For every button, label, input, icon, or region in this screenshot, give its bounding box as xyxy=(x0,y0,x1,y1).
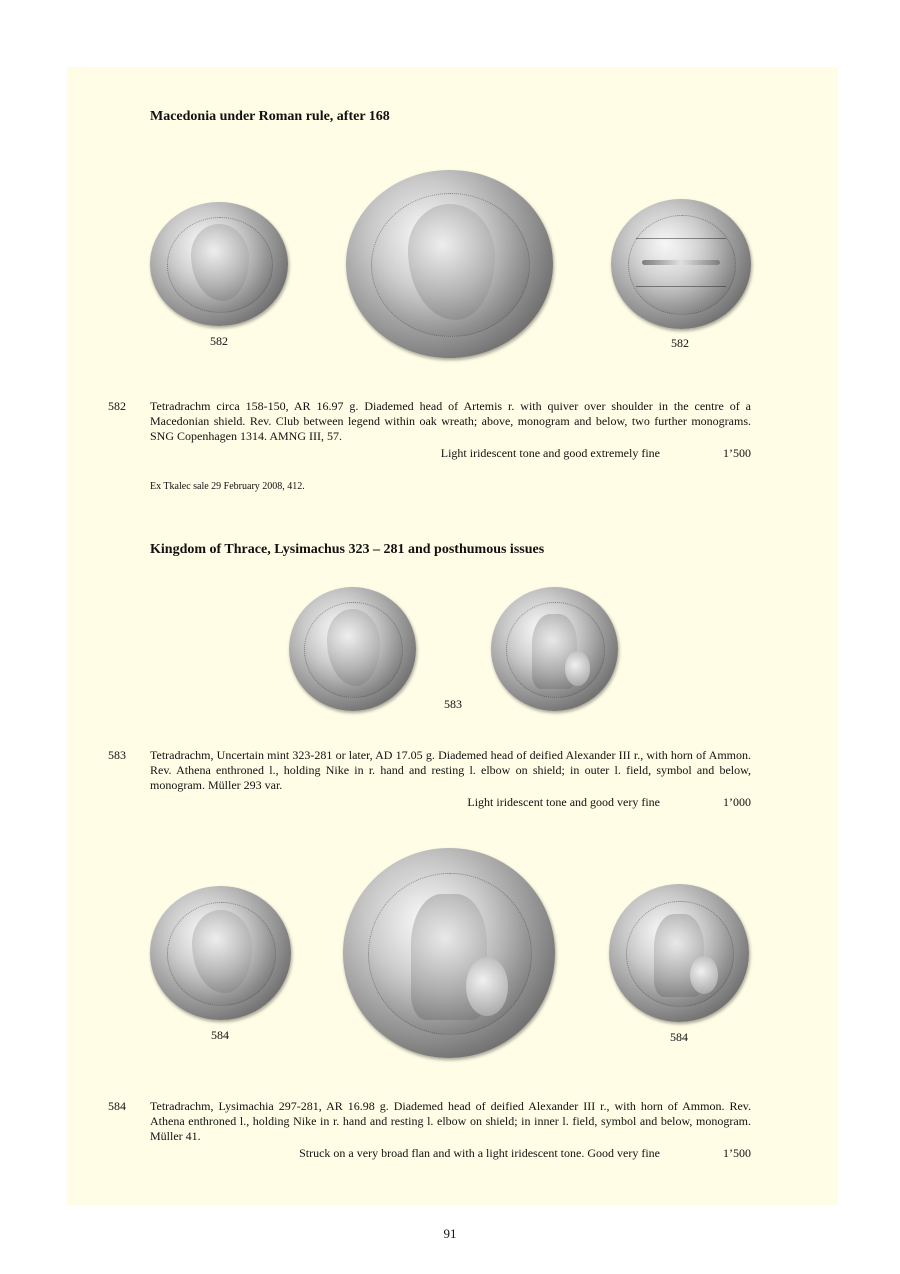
coin-582-reverse-image xyxy=(611,199,751,329)
coin-583-reverse-image xyxy=(491,587,618,711)
image-label-584-obverse: 584 xyxy=(211,1028,229,1042)
lot-estimate-583: 1’000 xyxy=(723,795,751,809)
coin-583-obverse-image xyxy=(289,587,416,711)
section-heading-macedonia: Macedonia under Roman rule, after 168 xyxy=(150,109,390,124)
image-label-582-reverse: 582 xyxy=(671,336,689,350)
lot-description-584: Tetradrachm, Lysimachia 297-281, AR 16.98 g. Diademed head of deified Alexander III r., with horn of Ammon. Rev. Athena enthroned l., holding Nike in r. hand and resting l. elbow on shield; in inner l. field, symbol and below, monogram. Müller 41. xyxy=(150,1099,751,1143)
coin-584-obverse-image xyxy=(150,886,291,1020)
lot-grade-584: Struck on a very broad flan and with a light iridescent tone. Good very fine xyxy=(299,1146,660,1160)
coin-582-obverse-small-image xyxy=(150,202,288,326)
lot-number-583: 583 xyxy=(108,748,126,762)
lot-description-582: Tetradrachm circa 158-150, AR 16.97 g. Diademed head of Artemis r. with quiver over shoulder in the centre of a Macedonian shield. Rev. Club between legend within oak wreath; above, monogram and below, two further monograms. SNG Copenhagen 1314. AMNG III, 57. xyxy=(150,399,751,443)
image-label-583: 583 xyxy=(444,697,462,711)
section-heading-thrace: Kingdom of Thrace, Lysimachus 323 – 281 and posthumous issues xyxy=(150,542,545,557)
lot-description-583: Tetradrachm, Uncertain mint 323-281 or later, AD 17.05 g. Diademed head of deified Alexander III r., with horn of Ammon. Rev. Athena enthroned l., holding Nike in r. hand and resting l. elbow on shield; in outer l. field, symbol and below, monogram. Müller 293 var. xyxy=(150,748,751,792)
lot-number-582: 582 xyxy=(108,399,126,413)
lot-grade-582: Light iridescent tone and good extremely fine xyxy=(440,446,660,460)
lot-number-584: 584 xyxy=(108,1099,126,1113)
coin-582-obverse-enlarged-image xyxy=(346,170,553,358)
lot-estimate-582: 1’500 xyxy=(723,446,751,460)
lot-provenance-582: Ex Tkalec sale 29 February 2008, 412. xyxy=(150,481,305,492)
image-label-584-reverse: 584 xyxy=(670,1030,688,1044)
page-number: 91 xyxy=(443,1226,457,1241)
image-label-582-obverse: 582 xyxy=(210,334,228,348)
lot-estimate-584: 1’500 xyxy=(723,1146,751,1160)
coin-584-reverse-enlarged-image xyxy=(343,848,555,1058)
coin-584-reverse-image xyxy=(609,884,749,1022)
lot-grade-583: Light iridescent tone and good very fine xyxy=(467,795,660,809)
